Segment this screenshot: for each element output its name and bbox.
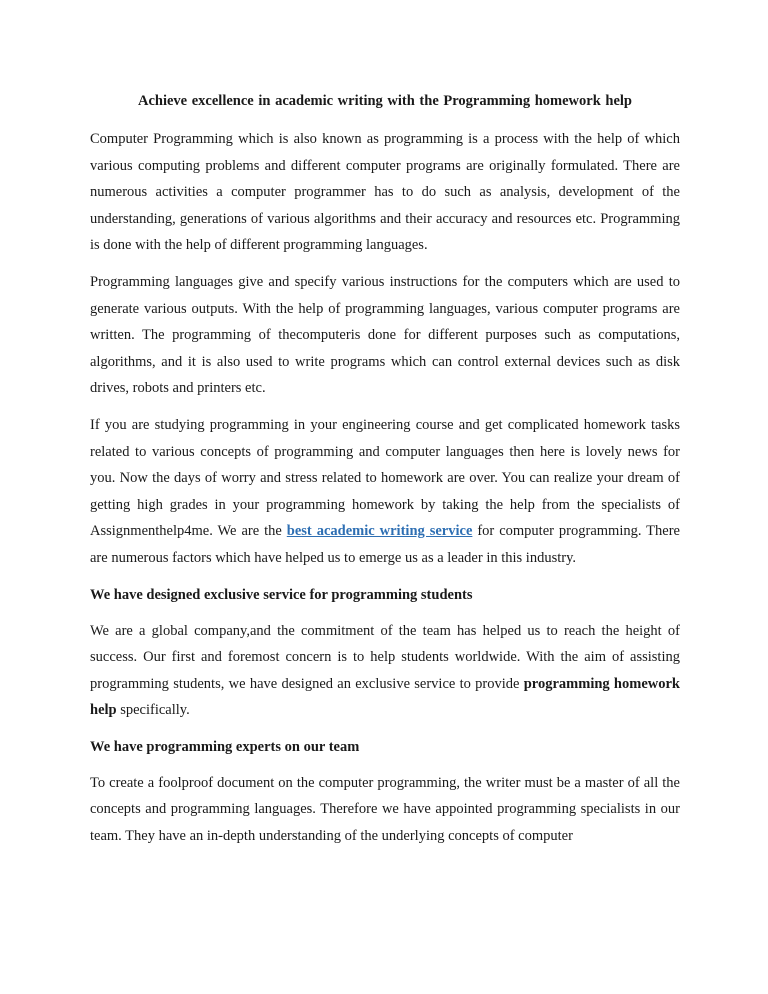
paragraph-intro: Computer Programming which is also known as programming is a process with the help of which various computing problems and different computer programs are originally formulated. There are numerous activities a computer programmer has to do such as analysis, development of the understanding, generations of various algorithms and their accuracy and resources etc. Programming is done with the help of different programming languages.: [90, 131, 680, 254]
programming-homework-help-emphasis: programming homework help: [90, 675, 680, 719]
section-heading-exclusive-service: We have designed exclusive service for programming students: [90, 586, 473, 603]
paragraph-homework-text-before: If you are studying programming in your engineering course and get complicated homework tasks related to various concepts of programming and computer languages then here is lovely news for you. Now the days of worry and stress related to homework are over. You can realize your dream of getting high grades in your programming homework by taking the help from the specialists of Assignmenthelp4me. We are the: [90, 416, 680, 540]
paragraph-homework: [90, 412, 680, 572]
paragraph-global-company: [90, 618, 680, 724]
document-content: [90, 88, 680, 860]
paragraph-homework-text-after: for computer programming. There are numerous factors which have helped us to emerge us as a leader in this industry.: [90, 523, 680, 566]
document-title: Achieve excellence in academic writing with the Programming homework help: [138, 93, 632, 109]
paragraph-languages: Programming languages give and specify various instructions for the computers which are used to generate various outputs. With the help of programming languages, various computer programs are written. The programming of thecomputeris done for different purposes such as computations, algorithms, and it is also used to write programs which can control external devices such as disk drives, robots and printers etc.: [90, 273, 680, 397]
section-heading-programming-experts: We have programming experts on our team: [90, 738, 360, 755]
best-academic-writing-service-link[interactable]: best academic writing service: [286, 523, 473, 540]
paragraph-global-company-text-after: specifically.: [116, 702, 190, 719]
paragraph-experts: To create a foolproof document on the computer programming, the writer must be a master of all the concepts and programming languages. Therefore we have appointed programming specialists in our team. They have an in-depth understanding of the underlying concepts of computer: [90, 774, 680, 845]
paragraph-global-company-text-before: We are a global company,and the commitment of the team has helped us to reach the height of success. Our first and foremost concern is to help students worldwide. With the aim of assisting programming students, we have designed an exclusive service to provide: [90, 622, 680, 692]
